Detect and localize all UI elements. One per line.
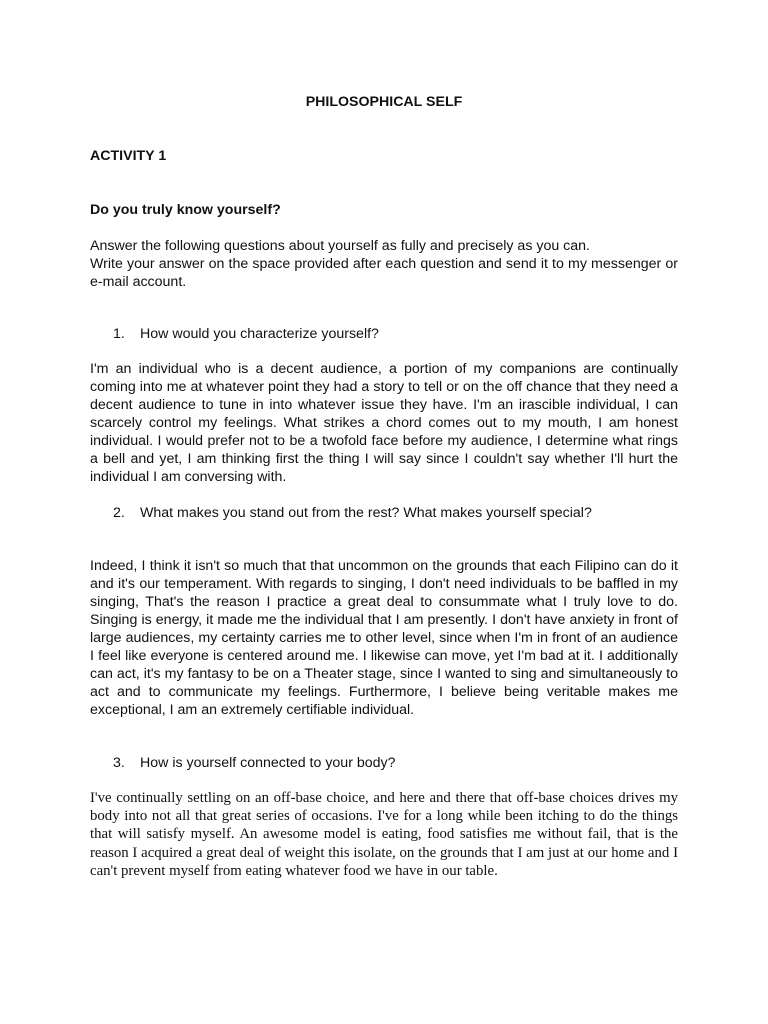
activity-heading: ACTIVITY 1 (90, 148, 167, 164)
question-text: How would you characterize yourself? (140, 326, 379, 342)
question-number: 1. (113, 326, 125, 342)
answer-2: Indeed, I think it isn't so much that that uncommon on the grounds that each Filipino can do it and it's our temperament. With regards to singing, I don't need individuals to be baffled in my singing, That's the reason I practice a great deal to consummate what I truly love to do. Singing is energy, it made me the individual that I am presently. I don't have anxiety in front of large audiences, my certainty carries me to other level, since when I'm in front of an audience I feel like everyone is centered around me. I likewise can move, yet I'm bad at it. I additionally can act, it's my fantasy to be on a Theater stage, since I wanted to sing and simultaneously to act and to communicate my feelings. Furthermore, I believe being veritable makes me exceptional, I am an extremely certifiable individual. (90, 558, 678, 718)
section-heading: Do you truly know yourself? (90, 202, 281, 218)
question-1 (113, 325, 693, 343)
instruction-line-1: Answer the following questions about yourself as fully and precisely as you can. (90, 238, 590, 254)
question-number: 3. (113, 755, 125, 771)
document-title: PHILOSOPHICAL SELF (305, 94, 463, 110)
question-number: 2. (113, 505, 125, 521)
question-3 (113, 754, 693, 772)
instruction-line-2: Write your answer on the space provided after each question and send it to my messenger or e-mail account. (90, 256, 678, 290)
instructions (90, 237, 678, 291)
question-text: How is yourself connected to your body? (140, 755, 396, 771)
question-2 (113, 504, 693, 522)
question-text: What makes you stand out from the rest? What makes yourself special? (140, 505, 592, 521)
answer-1: I'm an individual who is a decent audience, a portion of my companions are continually coming into me at whatever point they had a story to tell or on the off chance that they need a decent audience to tune in into whatever issue they have. I'm an irascible individual, I can scarcely control my feelings. What strikes a chord comes out to my mouth, I am honest individual. I would prefer not to be a twofold face before my audience, I determine what rings a bell and yet, I am thinking first the thing I will say since I couldn't say whether I'll hurt the individual I am conversing with. (90, 361, 678, 485)
answer-3: I've continually settling on an off-base choice, and here and there that off-base choices drives my body into not all that great series of occasions. I've for a long while been itching to do the things that will satisfy myself. An awesome model is eating, food satisfies me without fail, that is the reason I acquired a great deal of weight this isolate, on the grounds that I am just at our home and I can't prevent myself from eating whatever food we have in our table. (90, 790, 678, 879)
